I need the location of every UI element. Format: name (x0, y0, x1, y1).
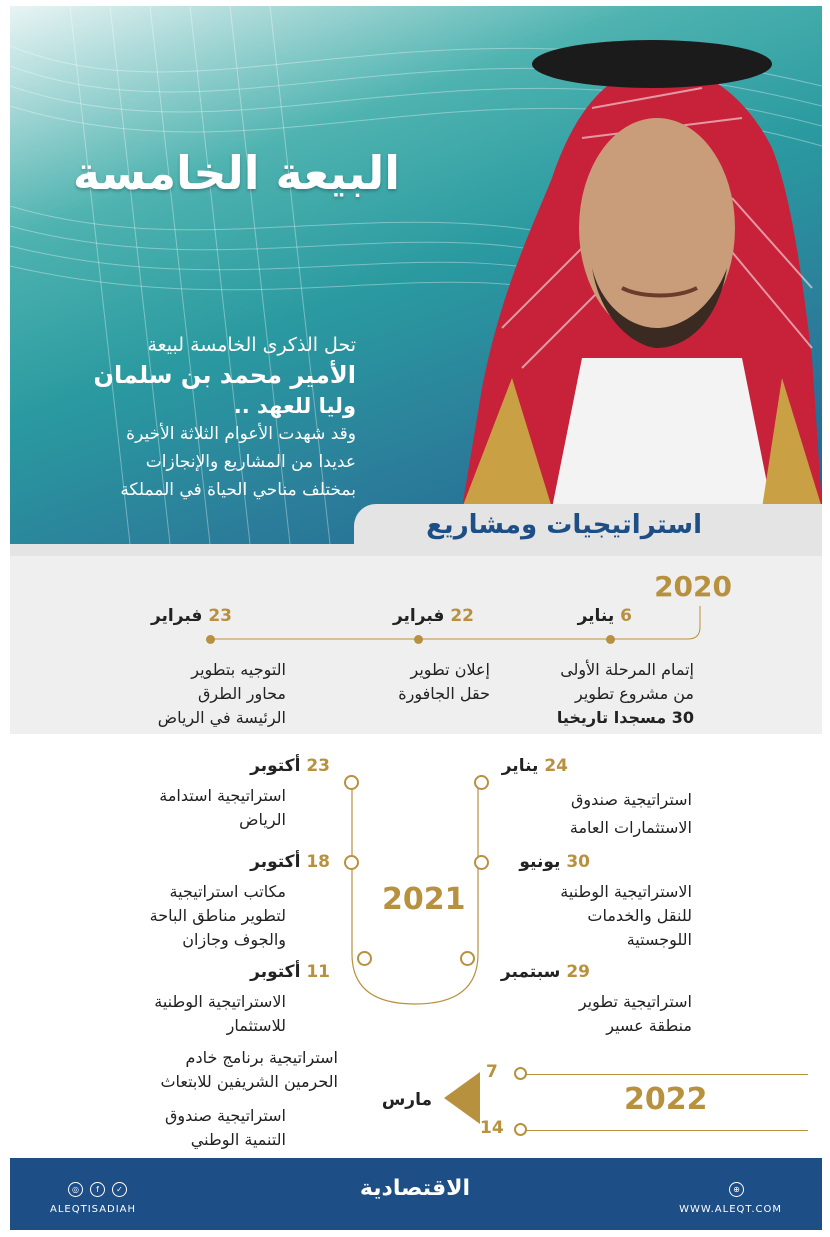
event-line: مكاتب استراتيجية (169, 882, 286, 901)
timeline-dot (206, 635, 215, 644)
timeline-ring (514, 1123, 527, 1136)
timeline-line (522, 1074, 808, 1075)
event-line: للنقل والخدمات (587, 906, 692, 925)
event-text (160, 1046, 338, 1094)
brand-logo: الاقتصادية (359, 1176, 471, 1201)
event-line: استراتيجية صندوق (164, 1106, 286, 1125)
event-line: والجوف وجازان (182, 930, 286, 949)
intro-line: بمختلف مناحي الحياة في المملكة (120, 480, 356, 500)
event-month: فبراير (392, 606, 445, 626)
event-month: أكتوبر (250, 852, 301, 872)
event-line: التنمية الوطني (190, 1130, 286, 1149)
event-line: حقل الجافورة (398, 684, 490, 703)
event-line: استراتيجية صندوق (570, 790, 692, 809)
event-text (159, 784, 286, 832)
event-day: 23 (306, 756, 330, 776)
event-day: 30 (566, 852, 590, 872)
event-text (158, 658, 286, 730)
event-date (250, 962, 330, 982)
timeline-ring (357, 951, 372, 966)
timeline-ring (344, 855, 359, 870)
intro-line-name: الأمير محمد بن سلمان (93, 361, 356, 389)
timeline-line (522, 1130, 808, 1131)
event-line: للاستثمار (226, 1016, 286, 1035)
event-month: أكتوبر (250, 962, 301, 982)
event-day: 6 (620, 606, 632, 626)
infographic (10, 6, 822, 1230)
footer (10, 1158, 822, 1230)
event-month: يناير (501, 756, 539, 776)
event-day: 11 (306, 962, 330, 982)
event-text (579, 990, 692, 1038)
facebook-icon[interactable]: f (90, 1182, 105, 1197)
timeline-dot (606, 635, 615, 644)
event-date (250, 852, 330, 872)
timeline-ring (474, 775, 489, 790)
timeline-2021 (10, 734, 822, 1034)
event-date (250, 756, 330, 776)
event-date (151, 606, 232, 626)
day-number: 14 (480, 1118, 504, 1138)
timeline-ring (474, 855, 489, 870)
event-date (502, 756, 568, 776)
event-line: الحرمين الشريفين للابتعاث (160, 1072, 338, 1091)
event-line: إتمام المرحلة الأولى (560, 660, 694, 679)
timeline-ring (460, 951, 475, 966)
day-number: 7 (486, 1062, 498, 1082)
website-link[interactable]: WWW.ALEQT.COM (679, 1204, 782, 1215)
event-line: الاستراتيجية الوطنية (154, 992, 286, 1011)
event-day (480, 1118, 504, 1138)
event-line: 30 مسجدا تاريخيا (556, 708, 694, 727)
event-text (154, 990, 286, 1038)
event-date (578, 606, 632, 626)
event-day: 18 (306, 852, 330, 872)
year-label: 2021 (382, 882, 466, 917)
portrait-image (442, 28, 822, 508)
timeline-ring (344, 775, 359, 790)
event-date (501, 962, 590, 982)
event-text (570, 786, 692, 842)
timeline-2020 (10, 556, 822, 734)
event-text (165, 1104, 286, 1152)
event-line: التوجيه بتطوير (191, 660, 286, 679)
arrow-marker (442, 1070, 482, 1126)
intro-line: عديدا من المشاريع والإنجازات (145, 452, 356, 472)
social-handle[interactable]: ALEQTISADIAH (50, 1204, 137, 1215)
event-line: اللوجستية (626, 930, 692, 949)
intro-line: تحل الذكرى الخامسة لبيعة (147, 334, 356, 356)
hero-section (10, 6, 822, 544)
event-line: استراتيجية تطوير (578, 992, 692, 1011)
event-text (398, 658, 490, 706)
event-line: من مشروع تطوير (575, 684, 694, 703)
event-month: يناير (577, 606, 615, 626)
event-line: الاستراتيجية الوطنية (560, 882, 692, 901)
event-date (393, 606, 474, 626)
event-month: أكتوبر (250, 756, 301, 776)
event-text (557, 658, 694, 730)
section-title: استراتيجيات ومشاريع (426, 510, 702, 540)
event-line: الاستثمارات العامة (569, 818, 692, 837)
event-text (560, 880, 692, 952)
event-line: محاور الطرق (198, 684, 286, 703)
page-title: البيعة الخامسة (72, 146, 400, 200)
globe-icon: ⊕ (729, 1182, 744, 1197)
event-text (150, 880, 286, 952)
timeline-dot (414, 635, 423, 644)
event-line: الرئيسة في الرياض (157, 708, 286, 727)
year-label: 2022 (624, 1082, 708, 1117)
event-day (486, 1062, 498, 1082)
event-line: إعلان تطوير (410, 660, 490, 679)
year-label: 2020 (654, 570, 732, 603)
instagram-icon[interactable]: ◎ (68, 1182, 83, 1197)
section-banner (354, 504, 822, 552)
event-day: 24 (544, 756, 568, 776)
intro-paragraph (50, 332, 356, 504)
event-date (519, 852, 590, 872)
event-day: 23 (208, 606, 232, 626)
intro-line-title: وليا للعهد .. (233, 394, 356, 418)
twitter-icon[interactable]: ✓ (112, 1182, 127, 1197)
event-day: 22 (450, 606, 474, 626)
event-line: منطقة عسير (606, 1016, 692, 1035)
event-month: فبراير (150, 606, 203, 626)
event-month: مارس (381, 1090, 432, 1110)
timeline-2022 (10, 1038, 822, 1156)
event-line: استراتيجية برنامج خادم (185, 1048, 338, 1067)
event-line: استراتيجية استدامة (159, 786, 286, 805)
event-line: لتطوير مناطق الباحة (149, 906, 286, 925)
event-line: الرياض (239, 810, 286, 829)
intro-line: وقد شهدت الأعوام الثلاثة الأخيرة (126, 424, 356, 444)
event-month: سبتمبر (500, 962, 561, 982)
timeline-ring (514, 1067, 527, 1080)
event-month: يونيو (519, 852, 561, 872)
event-day: 29 (566, 962, 590, 982)
